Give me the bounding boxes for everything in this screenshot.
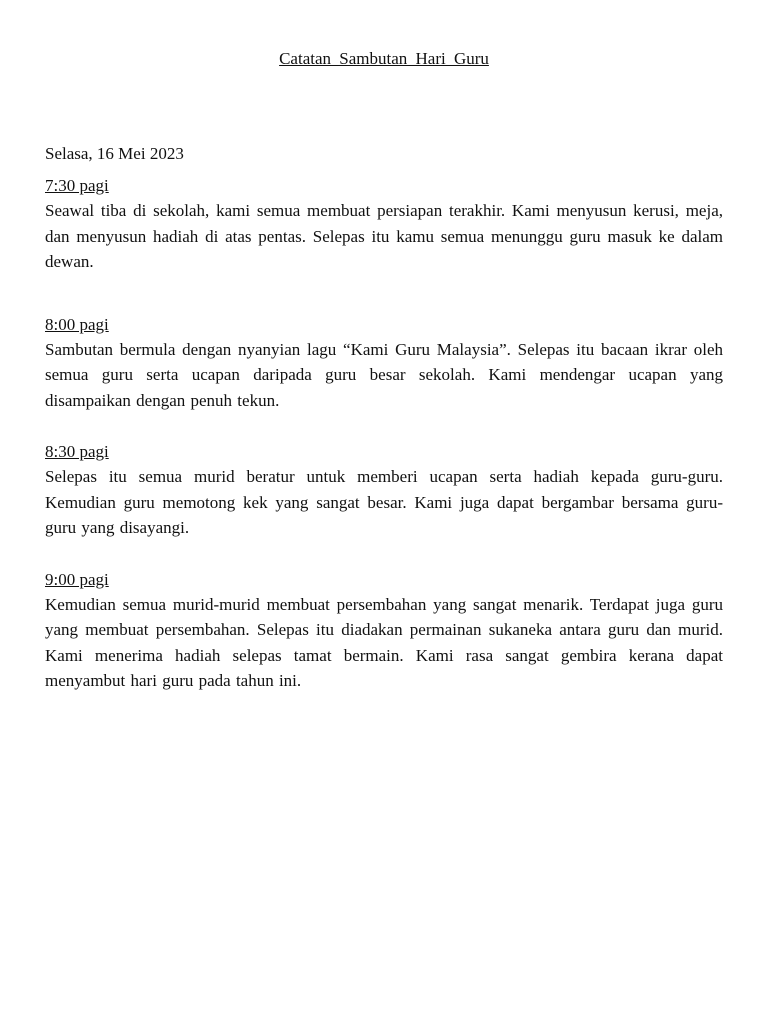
entry-text: Kemudian semua murid-murid membuat persembahan yang sangat menarik. Terdapat juga guru yang membuat persembahan. Selepas itu diadakan permainan sukaneka antara guru dan murid. Kami menerima hadiah selepas tamat bermain. Kami rasa sangat gembira kerana dapat menyambut hari guru pada tahun ini. <box>45 594 723 690</box>
timeline-entry <box>45 174 723 275</box>
timeline-entry <box>45 440 723 541</box>
timeline-entry <box>45 313 723 414</box>
document-date: Selasa, 16 Mei 2023 <box>45 144 184 163</box>
entry-time: 9:00 pagi <box>45 569 109 589</box>
entry-text: Selepas itu semua murid beratur untuk memberi ucapan serta hadiah kepada guru-guru. Kemudian guru memotong kek yang sangat besar. Kami juga dapat bergambar bersama guru-guru yang disayangi. <box>45 467 723 537</box>
entry-time: 8:30 pagi <box>45 442 109 461</box>
document-page <box>45 47 723 694</box>
document-title: Catatan Sambutan Hari Guru <box>279 49 489 68</box>
entry-text: Seawal tiba di sekolah, kami semua membuat persiapan terakhir. Kami menyusun kerusi, meja, dan menyusun hadiah di atas pentas. Selepas itu kamu semua menunggu guru masuk ke dalam dewan. <box>45 201 723 271</box>
entry-time: 8:00 pagi <box>45 314 109 334</box>
entry-text: Sambutan bermula dengan nyanyian lagu “Kami Guru Malaysia”. Selepas itu bacaan ikrar oleh semua guru serta ucapan daripada guru besar sekolah. Kami mendengar ucapan yang disampaikan dengan penuh tekun. <box>45 339 723 410</box>
entry-time: 7:30 pagi <box>45 176 109 195</box>
timeline-entry <box>45 568 723 694</box>
